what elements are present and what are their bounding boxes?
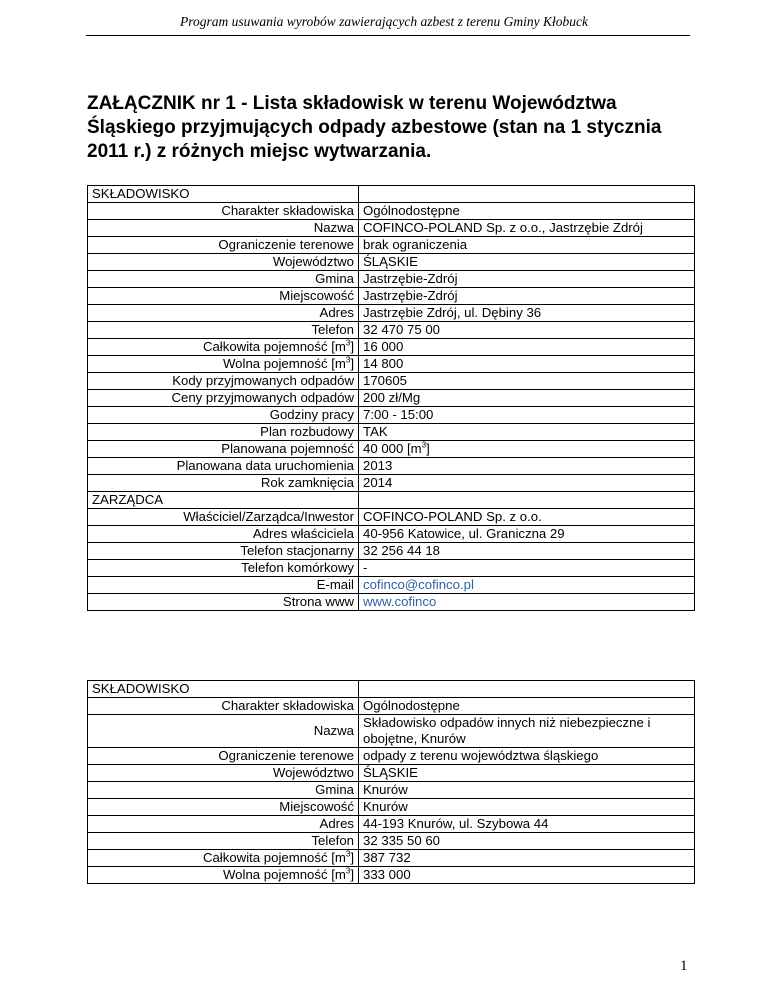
row-label-end: ] — [350, 867, 354, 882]
table-row — [88, 543, 695, 560]
table-row — [88, 458, 695, 475]
table-row — [88, 203, 695, 220]
row-value: ŚLĄSKIE — [363, 765, 418, 780]
table-row — [88, 356, 695, 373]
row-label: Miejscowość — [279, 799, 354, 814]
document-title: ZAŁĄCZNIK nr 1 - Lista składowisk w terenu Województwa Śląskiego przyjmujących odpady azbestowe (stan na 1 stycznia 2011 r.) z różnych miejsc wytwarzania. — [87, 93, 662, 162]
row-label: Telefon stacjonarny — [240, 543, 354, 558]
row-value: brak ograniczenia — [363, 237, 468, 252]
row-label: Adres — [319, 305, 354, 320]
superscript: 3 — [345, 338, 351, 348]
row-label: Ceny przyjmowanych odpadów — [171, 390, 354, 405]
section-heading: SKŁADOWISKO — [88, 186, 359, 203]
landfill-table-knurow — [87, 680, 695, 884]
table-row — [88, 305, 695, 322]
row-label-end: ] — [350, 339, 354, 354]
row-label: Godziny pracy — [269, 407, 354, 422]
row-value: COFINCO-POLAND Sp. z o.o. — [363, 509, 542, 524]
empty-cell — [359, 681, 695, 698]
row-label: Całkowita pojemność [m — [202, 850, 346, 865]
empty-cell — [359, 492, 695, 509]
row-label: Wolna pojemność [m — [222, 867, 346, 882]
section-heading: ZARZĄDCA — [88, 492, 359, 509]
row-value: 14 800 — [363, 356, 404, 371]
table-row — [88, 594, 695, 611]
row-value: Składowisko odpadów innych niż niebezpieczne i obojętne, Knurów — [363, 715, 651, 746]
row-value: COFINCO-POLAND Sp. z o.o., Jastrzębie Zdrój — [363, 220, 643, 235]
row-value: 16 000 — [363, 339, 404, 354]
row-label: Adres — [319, 816, 354, 831]
table-row — [88, 850, 695, 867]
row-label-end: ] — [350, 850, 354, 865]
table-row — [88, 424, 695, 441]
row-label: Planowana pojemność — [221, 441, 354, 456]
row-value: 32 470 75 00 — [363, 322, 441, 337]
superscript: 3 — [345, 355, 351, 365]
row-value: Knurów — [363, 799, 408, 814]
table-row — [88, 237, 695, 254]
row-label: Nazwa — [313, 723, 354, 738]
row-label: Województwo — [272, 254, 354, 269]
row-label: Ograniczenie terenowe — [218, 237, 354, 252]
row-value: cofinco@cofinco.pl — [363, 577, 474, 592]
running-header: Program usuwania wyrobów zawierających azbest z terenu Gminy Kłobuck — [180, 14, 588, 29]
table-row — [88, 373, 695, 390]
row-label: Nazwa — [313, 220, 354, 235]
row-value: www.cofinco — [363, 594, 437, 609]
row-label: Charakter składowiska — [221, 203, 354, 218]
row-value: 2013 — [363, 458, 393, 473]
row-label: Strona www — [282, 594, 354, 609]
table-row — [88, 271, 695, 288]
table-row — [88, 339, 695, 356]
superscript: 3 — [345, 866, 351, 876]
section-row — [88, 186, 695, 203]
table-row — [88, 816, 695, 833]
table-row — [88, 560, 695, 577]
row-value: 200 zł/Mg — [363, 390, 421, 405]
row-label: Gmina — [315, 271, 354, 286]
row-label: Województwo — [272, 765, 354, 780]
row-label: Miejscowość — [279, 288, 354, 303]
table-row — [88, 441, 695, 458]
row-label: Właściciel/Zarządca/Inwestor — [183, 509, 354, 524]
superscript: 3 — [421, 440, 427, 450]
table-row — [88, 799, 695, 816]
row-label: Gmina — [315, 782, 354, 797]
table-row — [88, 698, 695, 715]
row-value: Jastrzębie-Zdrój — [363, 271, 458, 286]
table-row — [88, 765, 695, 782]
row-value-end: ] — [426, 441, 430, 456]
row-value: Knurów — [363, 782, 408, 797]
table-row — [88, 526, 695, 543]
table-row — [88, 407, 695, 424]
table-row — [88, 748, 695, 765]
row-value: 40 000 [m — [363, 441, 422, 456]
row-label: Plan rozbudowy — [260, 424, 354, 439]
row-label: Kody przyjmowanych odpadów — [172, 373, 354, 388]
empty-cell — [359, 186, 695, 203]
table-row — [88, 715, 695, 748]
row-label: Ograniczenie terenowe — [218, 748, 354, 763]
table-row — [88, 288, 695, 305]
row-label: Adres właściciela — [252, 526, 354, 541]
table-row — [88, 254, 695, 271]
table-row — [88, 867, 695, 884]
table-row — [88, 509, 695, 526]
row-label: E-mail — [316, 577, 354, 592]
row-value: 7:00 - 15:00 — [363, 407, 434, 422]
row-value: 170605 — [363, 373, 408, 388]
row-value: odpady z terenu województwa śląskiego — [363, 748, 599, 763]
row-value: Jastrzębie Zdrój, ul. Dębiny 36 — [363, 305, 542, 320]
row-value: 40-956 Katowice, ul. Graniczna 29 — [363, 526, 565, 541]
superscript: 3 — [345, 849, 351, 859]
row-value: 2014 — [363, 475, 393, 490]
page-number: 1 — [680, 958, 688, 974]
section-row — [88, 681, 695, 698]
row-value: 32 335 50 60 — [363, 833, 441, 848]
row-value: 44-193 Knurów, ul. Szybowa 44 — [363, 816, 549, 831]
row-value: 32 256 44 18 — [363, 543, 441, 558]
row-label: Telefon — [311, 833, 354, 848]
table-row — [88, 390, 695, 407]
row-value: TAK — [363, 424, 388, 439]
table-row — [88, 833, 695, 850]
row-value: Ogólnodostępne — [363, 698, 460, 713]
header-rule — [86, 35, 690, 36]
row-value: Jastrzębie-Zdrój — [363, 288, 458, 303]
row-value: ŚLĄSKIE — [363, 254, 418, 269]
row-label: Rok zamknięcia — [260, 475, 354, 490]
row-label: Wolna pojemność [m — [222, 356, 346, 371]
row-label: Charakter składowiska — [221, 698, 354, 713]
row-label: Telefon komórkowy — [241, 560, 354, 575]
row-label: Całkowita pojemność [m — [202, 339, 346, 354]
row-label: Telefon — [311, 322, 354, 337]
row-label: Planowana data uruchomienia — [176, 458, 354, 473]
table-row — [88, 322, 695, 339]
table-row — [88, 782, 695, 799]
table-row — [88, 577, 695, 594]
table-row — [88, 220, 695, 237]
row-value: - — [363, 560, 368, 575]
section-row — [88, 492, 695, 509]
row-value: 387 732 — [363, 850, 411, 865]
row-label-end: ] — [350, 356, 354, 371]
section-heading: SKŁADOWISKO — [88, 681, 359, 698]
table-row — [88, 475, 695, 492]
row-value: 333 000 — [363, 867, 411, 882]
row-value: Ogólnodostępne — [363, 203, 460, 218]
landfill-table-cofinco — [87, 185, 695, 611]
